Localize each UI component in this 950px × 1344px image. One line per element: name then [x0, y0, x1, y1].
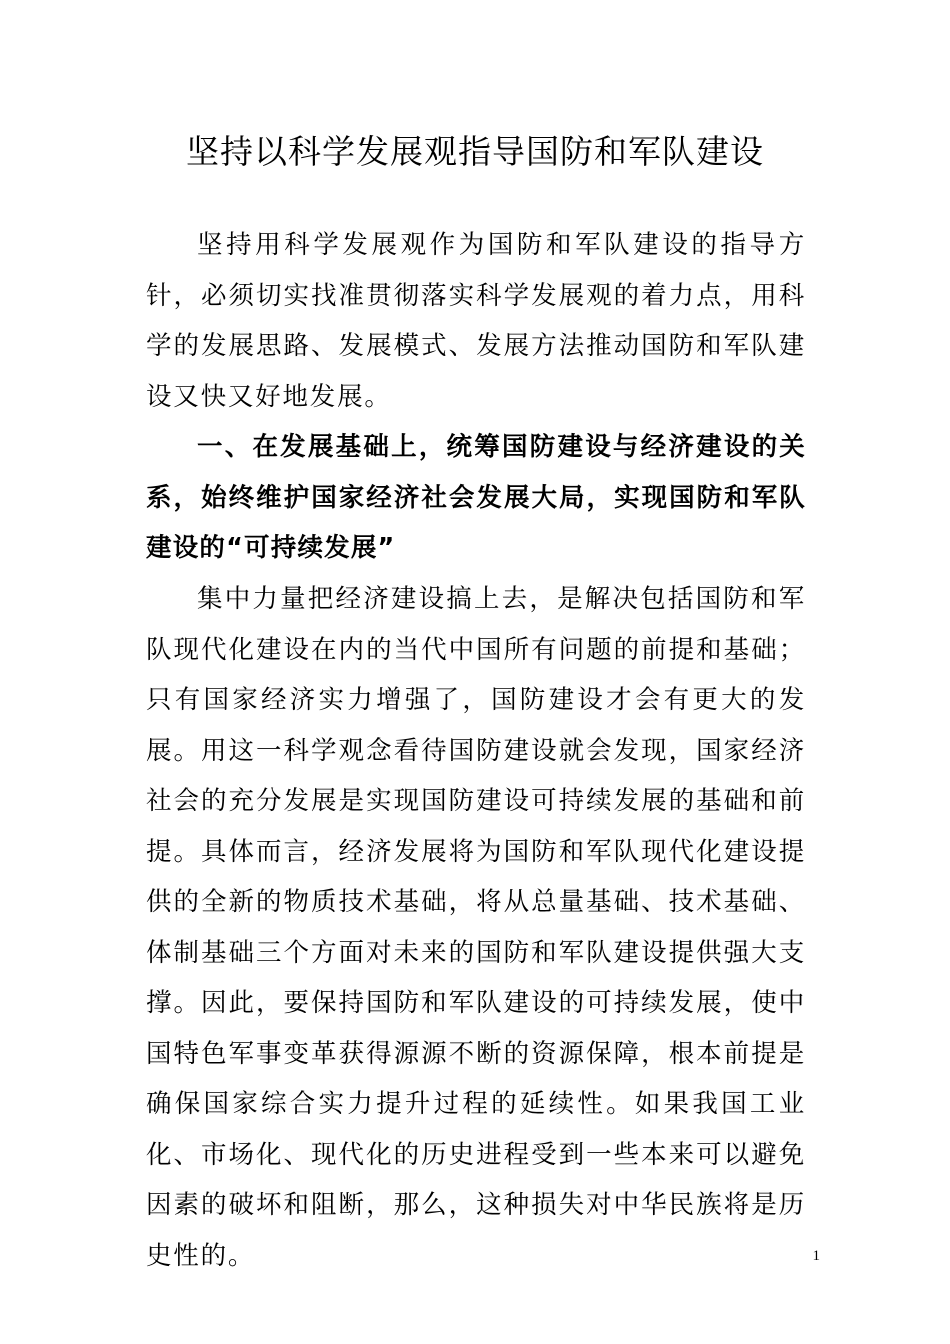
body-paragraph: 集中力量把经济建设搞上去，是解决包括国防和军队现代化建设在内的当代中国所有问题的前提和基础；只有国家经济实力增强了，国防建设才会有更大的发展。用这一科学观念看待国防建设就会发现，国家经济社会的充分发展是实现国防建设可持续发展的基础和前提。具体而言，经济发展将为国防和军队现代化建设提供的全新的物质技术基础，将从总量基础、技术基础、体制基础三个方面对未来的国防和军队建设提供强大支撑。因此，要保持国防和军队建设的可持续发展，使中国特色军事变革获得源源不断的资源保障，根本前提是确保国家综合实力提升过程的延续性。如果我国工业化、市场化、现代化的历史进程受到一些本来可以避免因素的破坏和阻断，那么，这种损失对中华民族将是历史性的。 — [146, 584, 806, 1271]
intro-paragraph: 坚持用科学发展观作为国防和军队建设的指导方针，必须切实找准贯彻落实科学发展观的着力点，用科学的发展思路、发展模式、发展方法推动国防和军队建设又快又好地发展。 — [146, 230, 806, 412]
section-heading: 一、在发展基础上，统筹国防建设与经济建设的关系，始终维护国家经济社会发展大局，实现国防和军队建设的“可持续发展” — [146, 432, 806, 563]
document-title: 坚持以科学发展观指导国防和军队建设 — [186, 132, 764, 171]
page-number: 1 — [812, 1248, 820, 1264]
